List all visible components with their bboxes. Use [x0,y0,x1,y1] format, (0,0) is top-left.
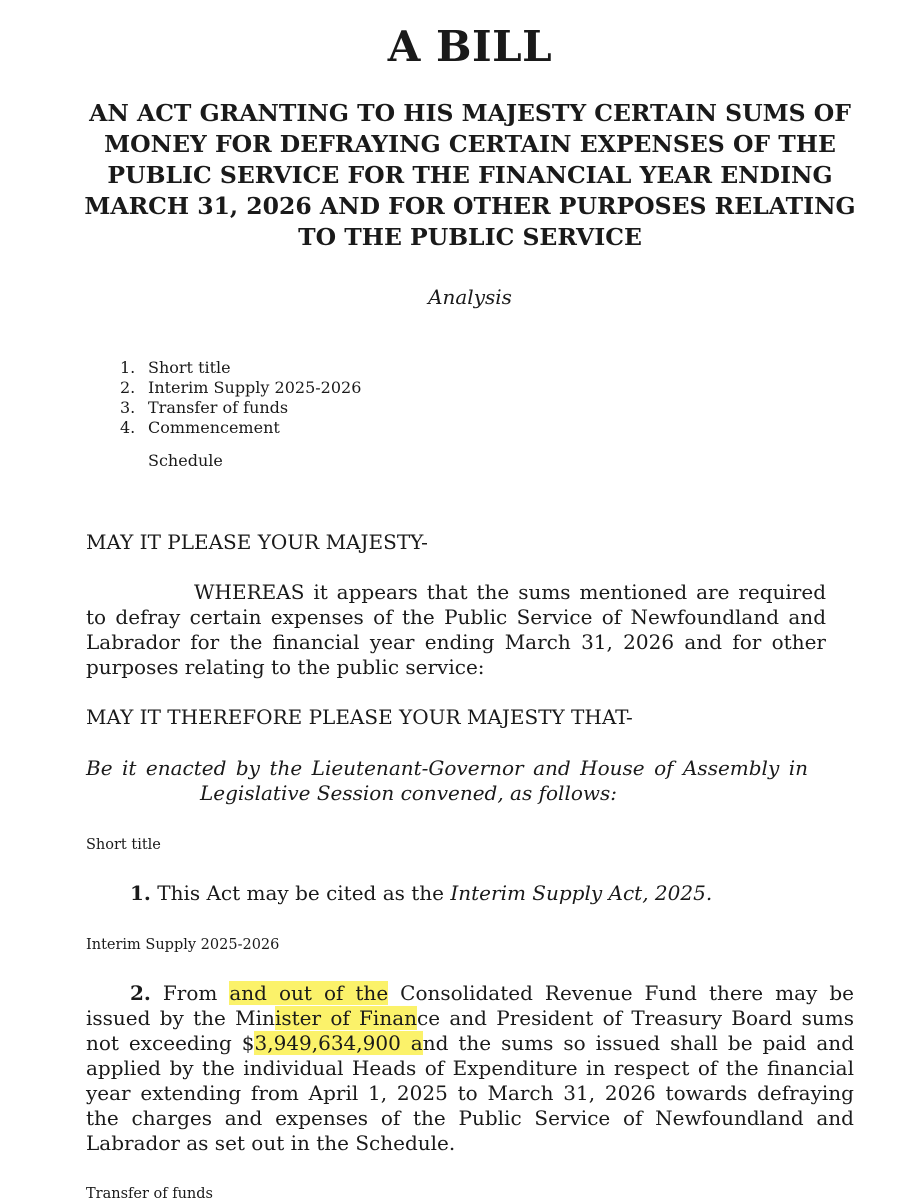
analysis-heading: Analysis [428,285,512,309]
section-1-text: This Act may be cited as the [157,881,451,905]
analysis-schedule: Schedule [148,451,223,470]
section-2 [86,981,854,1156]
section-heading-transfer-of-funds: Transfer of funds [86,1186,213,1202]
section-heading-interim-supply: Interim Supply 2025-2026 [86,937,280,953]
enacting-clause-line-2: Legislative Session convened, as follows: [200,781,618,805]
analysis-item-label: Short title [148,358,231,377]
analysis-item-number: 2. [120,378,136,397]
section-2-text-3: ce and President of Treasury Board sums not exceeding $ [86,1006,854,1055]
analysis-item-label: Transfer of funds [148,398,289,417]
highlighted-text: and out of the [229,981,389,1005]
section-1 [130,881,712,906]
bill-title: A BILL [387,22,553,71]
analysis-list [120,358,361,438]
enacting-clause-line-1: Be it enacted by the Lieutenant-Governor and House of Assembly in [86,756,808,780]
analysis-item [120,358,361,378]
analysis-item [120,398,361,418]
therefore-salutation: MAY IT THEREFORE PLEASE YOUR MAJESTY THAT- [86,705,633,729]
section-heading-short-title: Short title [86,837,161,853]
highlighted-amount: 3,949,634,900 a [254,1031,423,1055]
section-2-text-1: From [162,981,230,1005]
salutation: MAY IT PLEASE YOUR MAJESTY- [86,530,428,554]
analysis-item [120,418,361,438]
analysis-item [120,378,361,398]
section-number: 2. [130,981,151,1005]
analysis-item-number: 4. [120,418,136,437]
highlighted-text: ister of Finan [274,1006,418,1030]
section-2-text-4: nd the sums so issued shall be paid and applied by the individual Heads of Expenditure in respect of the financial year extending from April 1, 2025 to March 31, 2026 towards defraying the charges and expenses of the Public Service of Newfoundland and Labrador as set out in the Schedule. [86,1031,854,1155]
analysis-item-label: Interim Supply 2025-2026 [148,378,362,397]
act-name: Interim Supply Act, 2025. [450,881,713,905]
bill-subtitle: AN ACT GRANTING TO HIS MAJESTY CERTAIN SUMS OF MONEY FOR DEFRAYING CERTAIN EXPENSES OF THE PUBLIC SERVICE FOR THE FINANCIAL YEAR ENDING MARCH 31, 2026 AND FOR OTHER PURPOSES RELATING TO THE PUBLIC SERVICE [84,99,856,251]
section-number: 1. [130,881,151,905]
analysis-item-number: 1. [120,358,136,377]
whereas-clause: WHEREAS it appears that the sums mentioned are required to defray certain expenses of the Public Service of Newfoundland and Labrador for the financial year ending March 31, 2026 and for other purposes relating to the public service: [86,580,826,679]
section-2-text-2: Consolidated Revenue Fund there may be issued by the Min [86,981,854,1030]
analysis-item-number: 3. [120,398,136,417]
analysis-item-label: Commencement [148,418,280,437]
